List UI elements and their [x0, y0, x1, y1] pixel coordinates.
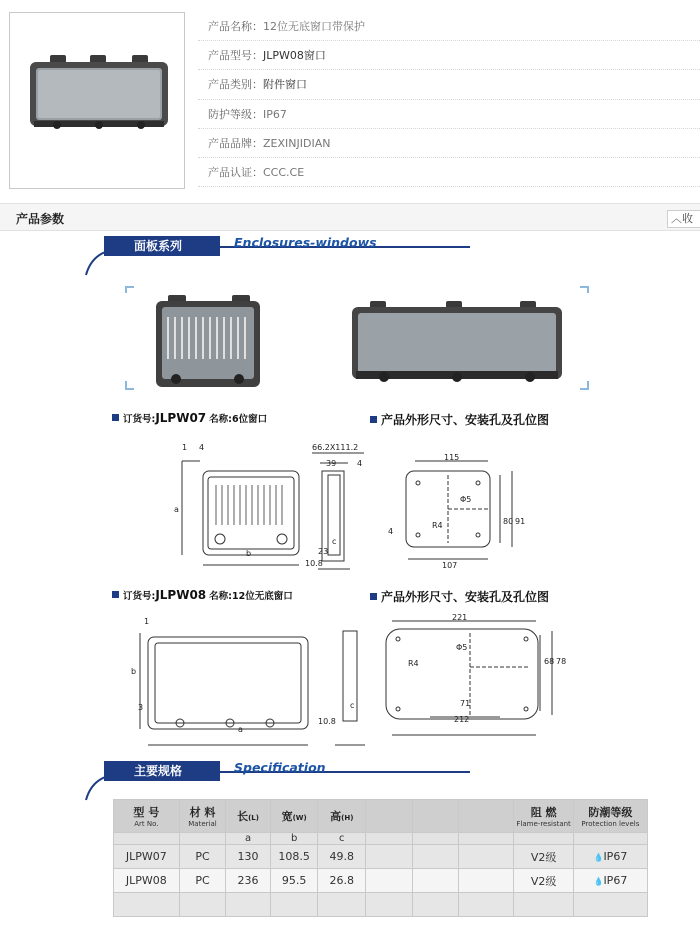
collapse-button[interactable] [667, 210, 700, 228]
table-cell [514, 833, 573, 845]
product-category-value: 附件窗口 [263, 78, 307, 92]
bullet-square-icon [112, 414, 119, 421]
header-cn: 宽 [281, 810, 293, 823]
product-name-label: 产品名称： [208, 20, 263, 33]
table-cell [270, 893, 318, 917]
header-length [226, 800, 271, 833]
header-empty [412, 800, 459, 833]
table-cell: PC [179, 869, 226, 893]
header-cn: 长 [237, 810, 249, 823]
product-brand-value: ZEXINJIDIAN [263, 136, 331, 150]
bullet-square-icon [370, 416, 377, 423]
dim-label: R4 [408, 659, 419, 668]
section-2-title: 主要规格 [104, 761, 220, 781]
header-cn: 阻 燃 [530, 806, 557, 819]
table-row [114, 845, 648, 869]
header-en: Material [188, 820, 217, 828]
table-row [114, 893, 648, 917]
dim-label: 1 [182, 443, 188, 452]
table-cell [459, 833, 514, 845]
dim-label: 68 [544, 657, 555, 666]
header-sub: (L) [248, 814, 259, 822]
header-material [179, 800, 226, 833]
dim-label: c [350, 701, 355, 710]
dim-label: 91 [515, 517, 526, 526]
dim-label: 4 [388, 527, 394, 536]
dim-label: a [174, 505, 179, 514]
table-cell: 26.8 [318, 869, 366, 893]
header-height [318, 800, 366, 833]
order-name: 6位窗口 [231, 414, 268, 425]
technical-drawing-1 [0, 431, 700, 581]
table-cell [114, 893, 180, 917]
table-cell [179, 833, 226, 845]
order-code: JLPW07 [155, 411, 207, 425]
order-code: JLPW08 [155, 588, 207, 602]
dim-label: 3 [138, 703, 144, 712]
table-cell: 95.5 [270, 869, 318, 893]
product-thumbnail[interactable] [9, 12, 185, 189]
table-cell [514, 893, 573, 917]
dim-label: 4 [357, 459, 363, 468]
dim-label: Φ5 [456, 643, 468, 652]
header-cn: 防潮等级 [588, 806, 633, 819]
table-cell [573, 869, 647, 893]
dim-label: 221 [452, 613, 468, 622]
section-1-title-en: Enclosures-windows [234, 235, 377, 250]
product-brand-row [198, 129, 700, 158]
table-cell [573, 833, 647, 845]
order-prefix: 订货号: [123, 414, 156, 425]
product-brand-label: 产品品牌： [208, 136, 263, 150]
dim-label: a [238, 725, 243, 734]
dim-label: 23 [318, 547, 329, 556]
header-cn: 型 号 [133, 806, 160, 819]
table-cell [226, 893, 271, 917]
dim-label: 80 [503, 517, 514, 526]
table-cell: 108.5 [270, 845, 318, 869]
table-row [114, 869, 648, 893]
section-2-title-en: Specification [234, 760, 326, 775]
product-info [198, 12, 700, 187]
table-cell: V2级 [514, 869, 573, 893]
table-cell: 130 [226, 845, 271, 869]
table-cell [459, 869, 514, 893]
dim-label: 71 [460, 699, 471, 708]
header-protection [573, 800, 647, 833]
header-empty [459, 800, 514, 833]
table-cell [412, 833, 459, 845]
table-cell [179, 893, 226, 917]
water-drops-icon: 💧 [593, 877, 604, 886]
product-model-row [198, 41, 700, 70]
chevron-up-icon: ︿ [671, 212, 682, 225]
order-name: 12位无底窗口 [231, 591, 293, 602]
dim-label: 4 [199, 443, 205, 452]
drawing-title: 产品外形尺寸、安装孔及孔位图 [381, 590, 550, 604]
dim-label: 1 [144, 617, 150, 626]
table-cell: a [226, 833, 271, 845]
table-cell: 236 [226, 869, 271, 893]
header-model [114, 800, 180, 833]
order-caption-1 [112, 411, 267, 425]
spec-table [113, 799, 648, 917]
dim-label: 66.2X111.2 [312, 443, 359, 452]
spec-header-row [114, 800, 648, 833]
order-prefix: 订货号: [123, 591, 156, 602]
spec-subheader-row [114, 833, 648, 845]
dim-label: 212 [454, 715, 470, 724]
table-cell: V2级 [514, 845, 573, 869]
product-photos [0, 281, 700, 451]
params-title: 产品参数 [16, 212, 65, 226]
dim-label: 107 [442, 561, 458, 570]
dim-label: 115 [444, 453, 460, 462]
header-flame [514, 800, 573, 833]
table-cell [114, 833, 180, 845]
header-cn: 材 料 [189, 806, 216, 819]
drawing-caption-1 [370, 411, 549, 428]
technical-drawing-2 [0, 605, 700, 755]
header-width [270, 800, 318, 833]
product-model-value: JLPW08窗口 [263, 49, 326, 63]
protection-level-row [198, 100, 700, 129]
header-sub: (H) [341, 814, 354, 822]
catalog-figure [0, 231, 700, 936]
collapse-label: 收 [682, 212, 693, 225]
protection-level-value: IP67 [263, 107, 287, 121]
order-caption-2 [112, 588, 293, 602]
header-en: Art No. [134, 820, 159, 828]
table-cell: JLPW08 [114, 869, 180, 893]
dim-label: 10.8 [305, 559, 323, 568]
protect-value: IP67 [603, 874, 628, 887]
product-certification-label: 产品认证： [208, 165, 263, 179]
table-cell: PC [179, 845, 226, 869]
table-cell: 49.8 [318, 845, 366, 869]
enclosure-window-image [10, 13, 186, 190]
dim-label: b [131, 667, 137, 676]
table-cell [412, 893, 459, 917]
header-sub: (W) [292, 814, 307, 822]
header-cn: 高 [330, 810, 342, 823]
product-category-label: 产品类别： [208, 78, 263, 92]
dim-label: R4 [432, 521, 443, 530]
table-cell [459, 893, 514, 917]
protection-level-label: 防护等级： [208, 107, 263, 121]
dim-label: b [246, 549, 252, 558]
table-cell [412, 869, 459, 893]
bullet-square-icon [112, 591, 119, 598]
table-cell [573, 845, 647, 869]
dim-label: c [332, 537, 337, 546]
table-cell [412, 845, 459, 869]
name-label: 名称: [209, 414, 232, 425]
table-cell [459, 845, 514, 869]
table-cell: JLPW07 [114, 845, 180, 869]
product-name-value: 12位无底窗口带保护 [263, 20, 365, 33]
table-cell [366, 833, 413, 845]
table-cell [366, 869, 413, 893]
table-cell: c [318, 833, 366, 845]
dim-label: 78 [556, 657, 567, 666]
water-drops-icon: 💧 [593, 853, 604, 862]
table-cell [366, 893, 413, 917]
product-model-label: 产品型号： [208, 49, 263, 63]
dim-label: 39 [326, 459, 337, 468]
product-category-row [198, 70, 700, 99]
header-empty [366, 800, 413, 833]
header-en: Flame-resistant [516, 820, 571, 828]
product-certification-row [198, 158, 700, 187]
section-1-title: 面板系列 [104, 236, 220, 256]
table-cell [573, 893, 647, 917]
dim-label: Φ5 [460, 495, 472, 504]
name-label: 名称: [209, 591, 232, 602]
dim-label: 10.8 [318, 717, 336, 726]
bullet-square-icon [370, 593, 377, 600]
product-certification-value: CCC.CE [263, 165, 305, 179]
table-cell: b [270, 833, 318, 845]
table-cell [318, 893, 366, 917]
drawing-caption-2 [370, 588, 549, 605]
drawing-title: 产品外形尺寸、安装孔及孔位图 [381, 413, 550, 427]
table-cell [366, 845, 413, 869]
params-header [0, 203, 700, 231]
product-name-row [198, 12, 700, 41]
protect-value: IP67 [603, 850, 628, 863]
header-en: Protection levels [581, 820, 640, 828]
